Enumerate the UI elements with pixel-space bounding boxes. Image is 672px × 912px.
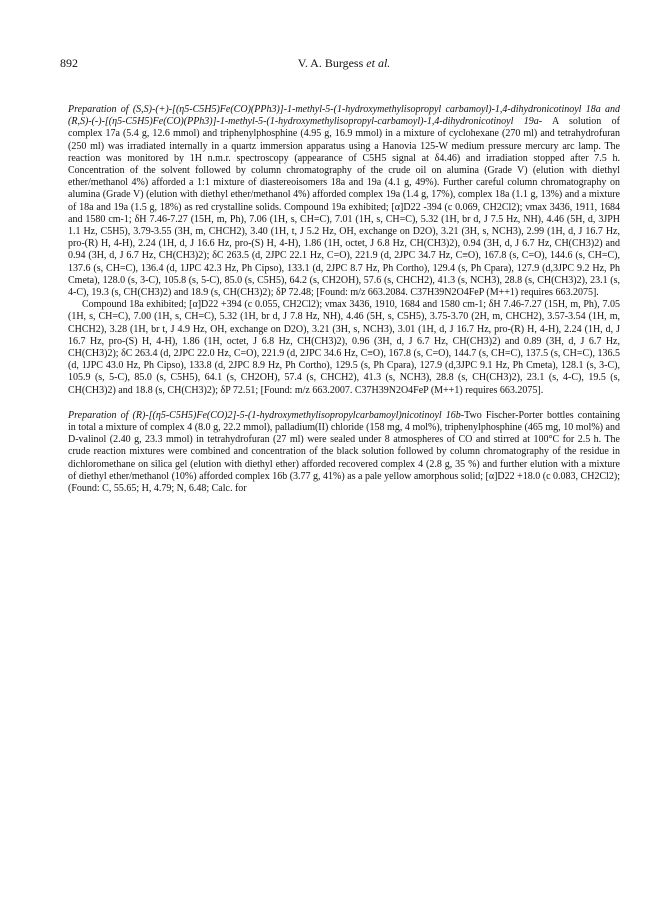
page-number: 892 [60,56,78,70]
page [60,56,621,495]
paragraph-title: Preparation of (R)-[(η5-C5H5)Fe(CO)2]-5-(1-hydroxymethylisopropylcarbamoyl)nicotinoyl 16b- [68,409,465,421]
running-head-author: V. A. Burgess [297,56,364,70]
paragraph-preparation-18a-19a [68,104,620,299]
paragraph-preparation-16b [68,410,620,495]
running-head-suffix: et al. [366,56,391,70]
paragraph-compound-18a [68,299,620,397]
paragraph-body: A solution of complex 17a (5.4 g, 12.6 mmol) and triphenylphosphine (4.95 g, 16.9 mmol) in a mixture of cyclohexane (270 ml) and tetrahydrofuran (250 ml) was irradiated internally in a quartz immersion apparatus using a Hanovia 125-W medium pressure mercury arc lamp. The reaction was monitored by 1H n.m.r. spectroscopy (appearance of C5H5 signal at δ4.46) and irradiation stopped after 7.5 h. Concentration of the solvent followed by column chromatography of the crude oil on alumina (Grade V) (elution with diethyl ether/methanol 4%) afforded a 1:1 mixture of diastereoisomers 18a and 19a (4.1 g, 49%). Further careful column chromatography on alumina (Grade V) (elution with diethyl ether/methanol 4%) afforded complex 19a (1.4 g, 17%), complex 18a (1.1 g, 13%) and a mixture of 18a and 19a (1.5 g, 18%) as red crystalline solids. Compound 19a exhibited; [α]D22 -394 (c 0.069, CH2Cl2); νmax 3436, 1911, 1684 and 1580 cm-1; δH 7.46-7.27 (15H, m, Ph), 7.06 (1H, s, CH=C), 7.01 (1H, s, CH=C), 5.32 (1H, br d, J 7.5 Hz, NH), 4.46 (5H, d, 3JPH 1.1 Hz, C5H5), 3.79-3.55 (3H, m, CHCH2), 3.40 (1H, t, J 5.2 Hz, OH, exchange on D2O), 3.21 (3H, s, NCH3), 2.99 (1H, d, J 16.7 Hz, pro-(R) H, 4-H), 2.24 (1H, d, J 16.6 Hz, pro-(S) H, 4-H), 1.86 (1H, octet, J 6.8 Hz, CH(CH3)2), 0.94 (3H, d, J 6.7 Hz, CH(CH3)2) and 0.94 (3H, d, J 6.7 Hz, CH(CH3)2); δC 263.5 (d, 2JPC 22.1 Hz, C=O), 221.9 (d, 2JPC 34.7 Hz, C≡O), 167.8 (s, C=O), 144.6 (s, CH=C), 137.6 (s, CH=C), 136.4 (d, 1JPC 42.3 Hz, Ph Cipso), 133.1 (d, 2JPC 8.7 Hz, Ph Cortho), 129.4 (s, Ph Cpara), 127.9 (d,3JPC 9.2 Hz, Ph Cmeta), 128.0 (s, 3-C), 105.8 (s, 5-C), 85.0 (s, C5H5), 64.2 (s, CH2OH), 57.6 (s, CHCH2), 41.3 (s, NCH3), 28.8 (s, CH(CH3)2), 23.1 (s, 4-C), 19.3 (s, CH(CH3)2) and 18.9 (s, CH(CH3)2); δP 72.48; [Found: m/z 663.2084. C37H39N2O4FeP (M++1) requires 663.2075]. [68,116,620,299]
page-header [60,56,620,74]
running-head [68,56,620,71]
paragraph-body: Compound 18a exhibited; [α]D22 +394 (c 0.055, CH2Cl2); νmax 3436, 1910, 1684 and 1580 cm-1; δH 7.46-7.27 (15H, m, Ph), 7.05 (1H, s, CH=C), 7.00 (1H, s, CH=C), 5.32 (1H, br d, J 7.8 Hz, NH), 4.46 (5H, s, C5H5), 3.75-3.70 (2H, m, CHCH2), 3.57-3.54 (1H, m, CHCH2), 3.28 (1H, br t, J 4.9 Hz, OH, exchange on D2O), 3.21 (3H, s, NCH3), 3.01 (1H, d, J 16.7 Hz, pro-(R) H, 4-H), 2.24 (1H, d, J 16.7 Hz, pro-(S) H, 4-H), 1.86 (1H, octet, J 6.8 Hz, CH(CH3)2), 0.96 (3H, d, J 6.7 Hz, CH(CH3)2) and 0.89 (3H, d, J 6.7 Hz, CH(CH3)2); δC 263.4 (d, 2JPC 22.0 Hz, C=O), 221.9 (d, 2JPC 34.6 Hz, C≡O), 167.8 (s, C=O), 144.7 (s, CH=C), 137.5 (s, CH=C), 136.5 (d, 1JPC 43.0 Hz, Ph Cipso), 133.8 (d, 2JPC 8.9 Hz, Ph Cortho), 129.5 (s, Ph Cpara), 127.9 (d,3JPC 9.1 Hz, Ph Cmeta), 128.1 (s, 3-C), 105.9 (s, 5-C), 85.0 (s, C5H5), 64.1 (s, CH2OH), 57.4 (s, CHCH2), 41.3 (s, NCH3), 28.8 (s, CH(CH3)2), 23.1 (s, 4-C), 19.5 (s, CH(CH3)2) and 18.8 (s, CH(CH3)2); δP 72.51; [Found: m/z 663.2007. C37H39N2O4FeP (M++1) requires 663.2075]. [68,299,620,396]
paragraph-title: Preparation of (S,S)-(+)-[(η5-C5H5)Fe(CO)(PPh3)]-1-methyl-5-(1-hydroxymethylisopropyl carbamoyl)-1,4-dihydronicotinoyl 18a and (R,S)-(-)-[(η5-C5H5)Fe(CO)(PPh3)]-1-methyl-5-(1-hydroxymethylisopropyl-carbamoyl)-1,4-dihydronicotinoyl 19a- [68,104,620,128]
paragraph-body: Two Fischer-Porter bottles containing in total a mixture of complex 4 (8.0 g, 22.2 mmol), palladium(II) chloride (158 mg, 4 mol%), triphenylphosphine (465 mg, 10 mol%) and D-valinol (2.40 g, 23.3 mmol) in tetrahydrofuran (27 ml) were sealed under 8 atmospheres of CO and stirred at 100°C for 2.5 h. The crude reaction mixtures were combined and concentration of the black solution followed by column chromatography of the residue in dichloromethane on silica gel (elution with diethyl ether) afforded recovered complex 4 (2.8 g, 35 %) and further elution with a mixture of diethyl ether/methanol (10%) afforded complex 16b (3.77 g, 41%) as a pale yellow amorphous solid; [α]D22 +18.0 (c 0.083, CH2Cl2); (Found: C, 55.65; H, 4.79; N, 6.48; Calc. for [68,409,621,495]
